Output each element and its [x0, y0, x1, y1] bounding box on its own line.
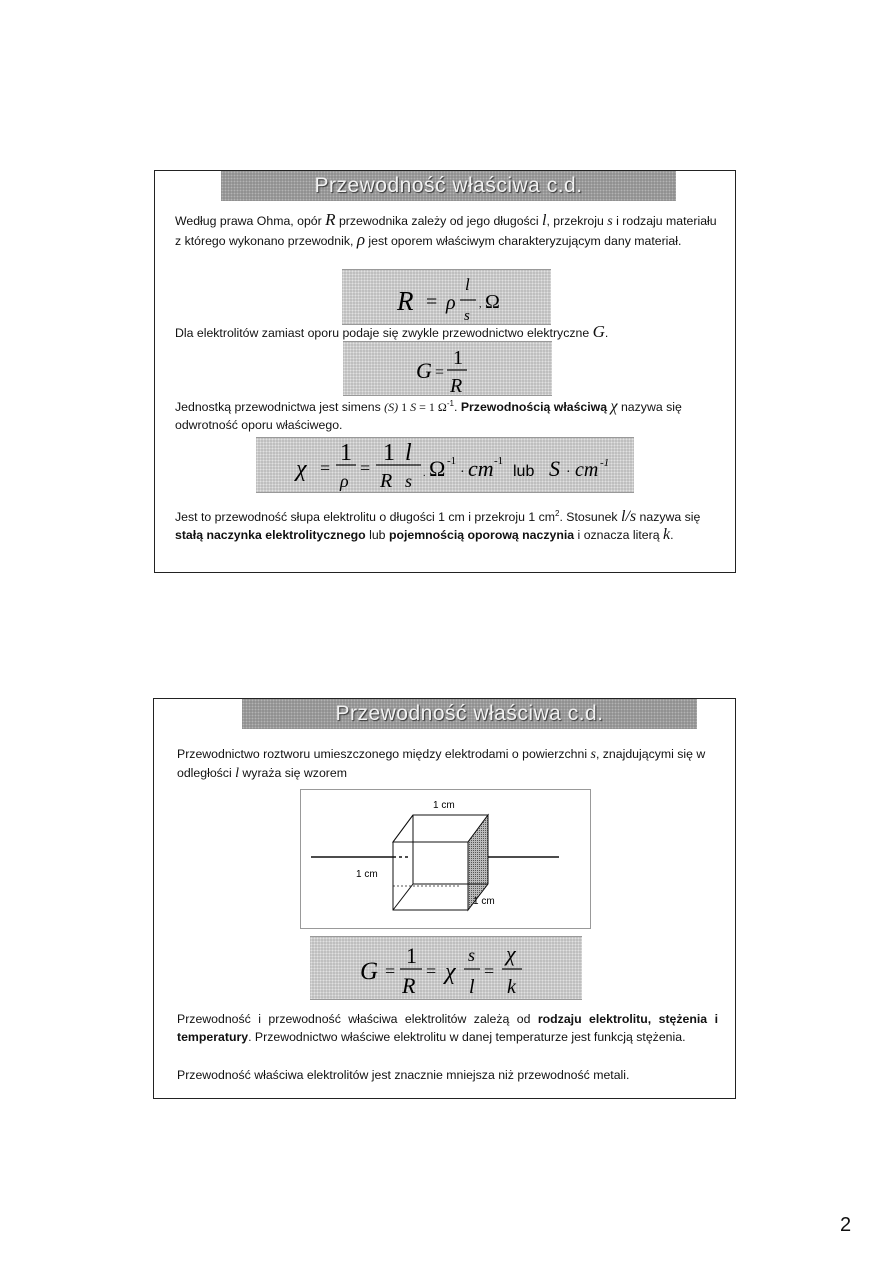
comparison-paragraph: Przewodność właściwa elektrolitów jest znacznie mniejsza niż przewodność metali.	[177, 1068, 630, 1082]
term-dependencies: rodzaju elektrolitu, stężenia i temperatury	[177, 1012, 718, 1044]
formula-chi: χ	[445, 959, 456, 985]
text-run: Dla elektrolitów zamiast oporu podaje się zwykle przewodnictwo elektryczne	[175, 326, 593, 340]
cube-figure	[300, 789, 591, 929]
formula-eq: =	[320, 458, 331, 478]
text-run: = 1 Ω	[416, 400, 447, 415]
superscript: 2	[555, 509, 560, 518]
page-number: 2	[840, 1214, 852, 1236]
formula-den: s	[464, 308, 470, 324]
formula-num: l	[465, 275, 470, 294]
text-run: i oznacza literą	[574, 528, 663, 543]
symbol-l-over-s: l/s	[621, 508, 637, 526]
formula-cm2: cm	[575, 459, 599, 481]
formula-dot: ,	[479, 299, 482, 310]
formula-conductivity	[256, 437, 634, 493]
slide-2	[153, 698, 736, 1099]
formula-lhs: G	[416, 358, 432, 383]
slide-1	[154, 170, 736, 573]
f2-num2: l	[405, 440, 412, 466]
cube-edge	[393, 884, 413, 910]
formula-cm: cm	[468, 456, 494, 481]
f2-num: s	[468, 945, 476, 965]
formula-num: 1	[453, 347, 463, 369]
label-left: 1 cm	[356, 869, 378, 880]
siemens-paragraph	[175, 395, 730, 434]
f1-num: 1	[340, 440, 352, 466]
f2-den: l	[469, 976, 475, 998]
cube-front-face	[393, 842, 468, 910]
text-run: , przekroju	[546, 214, 608, 228]
text-run: .	[670, 528, 674, 543]
text-run: nazywa się	[636, 510, 701, 525]
formula-eq3: =	[484, 961, 495, 981]
formula-dot: .	[423, 468, 426, 479]
symbol-s: s	[590, 747, 596, 762]
text-run: jest oporem właściwym charakteryzującym dany materiał.	[365, 234, 682, 248]
cm-exp: -1	[494, 455, 504, 467]
formula-eq: =	[426, 291, 438, 313]
slide-1-title: Przewodność właściwa c.d.	[221, 171, 676, 201]
label-bottom: 1 cm	[473, 896, 495, 907]
formula-conductivity-svg	[256, 438, 634, 494]
f1-den: ρ	[340, 471, 349, 491]
text-run: , znajdującymi się w odległości	[177, 747, 706, 780]
f1-num: 1	[406, 943, 417, 968]
f2-den: R	[380, 470, 393, 492]
solution-conductance-paragraph	[177, 745, 707, 783]
symbol-k: k	[662, 526, 671, 544]
symbol-rho: ρ	[356, 230, 365, 249]
text-run: Przewodnictwo roztworu umieszczonego między elektrodami o powierzchni	[177, 747, 591, 761]
text-run: wyraża się wzorem	[239, 766, 347, 780]
text-run: .	[453, 400, 461, 415]
text-run: Jednostką przewodnictwa jest simens	[175, 400, 385, 415]
cm2-exp: -1	[600, 457, 610, 469]
text-run: . Stosunek	[559, 510, 621, 525]
symbol-S: S	[410, 400, 417, 415]
symbol-G: G	[592, 322, 605, 341]
conductance-intro	[175, 323, 720, 342]
term-cell-constant: stałą naczynka elektrolitycznego	[175, 528, 366, 543]
formula-rho: ρ	[446, 292, 456, 314]
ohm-law-paragraph	[175, 211, 720, 250]
text-run: Jest to przewodność słupa elektrolitu o długości 1 cm i przekroju 1 cm	[175, 510, 556, 525]
dependency-paragraph	[177, 1010, 718, 1046]
formula-lub: lub	[513, 463, 535, 480]
formula-lhs: χ	[296, 456, 307, 482]
term-resistance-capacity: pojemnością oporową naczynia	[388, 528, 575, 543]
formula-dot2: ·	[460, 465, 465, 480]
symbol-S-paren: (S)	[384, 400, 399, 415]
f3-num: χ	[506, 941, 516, 966]
exponent: -1	[446, 399, 454, 408]
slide-2-title: Przewodność właściwa c.d.	[242, 699, 697, 729]
f1-den: R	[402, 973, 416, 998]
cell-constant-paragraph	[175, 505, 725, 544]
f2-den2: s	[405, 471, 413, 491]
formula-lhs: G	[360, 958, 379, 985]
text-run: nazywa się odwrotność oporu właściwego.	[175, 400, 682, 433]
label-top: 1 cm	[433, 800, 455, 811]
formula-eq: =	[435, 364, 445, 381]
symbol-s: s	[607, 214, 613, 229]
text-run: Według prawa Ohma, opór	[175, 214, 326, 228]
formula-resistance-svg	[342, 270, 551, 326]
symbol-l: l	[235, 766, 239, 781]
formula-lhs: R	[397, 286, 414, 316]
formula-unit: Ω	[429, 456, 446, 481]
formula-resistance	[342, 269, 551, 325]
text-run: i rodzaju materiału z którego wykonano przewodnik,	[175, 214, 717, 248]
symbol-R: R	[325, 210, 336, 229]
text-run: przewodnika zależy od jego długości	[335, 214, 542, 228]
f3-den: k	[507, 976, 516, 998]
symbol-chi: χ	[610, 398, 618, 416]
formula-eq2: =	[360, 458, 371, 478]
formula-eq2: =	[426, 961, 437, 981]
formula-S: S	[549, 456, 560, 481]
text-run: Przewodność i przewodność właściwa elektrolitów zależą od	[177, 1012, 538, 1026]
formula-unit: Ω	[485, 291, 500, 313]
term-specific-conductivity: Przewodnością właściwą	[460, 400, 608, 415]
formula-dot3: ·	[566, 465, 571, 480]
f2-num: 1	[383, 440, 395, 466]
text-run: .	[604, 326, 609, 340]
text-run: . Przewodnictwo właściwe elektrolitu w danej temperaturze jest funkcją stężenia.	[248, 1030, 686, 1044]
formula-solution-conductance	[310, 936, 582, 1000]
symbol-l: l	[541, 212, 547, 229]
formula-den: R	[450, 375, 463, 397]
cube-diagram	[301, 790, 590, 928]
text-run: lub	[365, 528, 389, 543]
formula-conductance-svg	[343, 342, 552, 397]
formula-eq: =	[385, 961, 396, 981]
unit-exp: -1	[447, 455, 457, 467]
formula-conductance	[343, 341, 552, 396]
formula-solution-svg	[310, 937, 582, 1001]
text-run: 1	[398, 400, 411, 415]
